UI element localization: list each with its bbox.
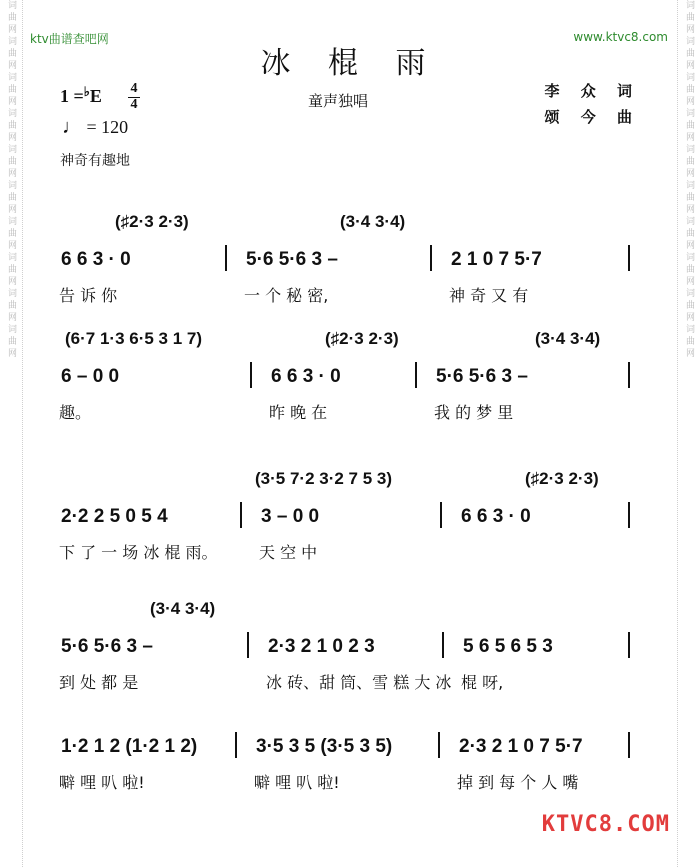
- tempo-value: = 120: [86, 117, 129, 137]
- time-signature-bottom: 4: [130, 97, 138, 112]
- measure: 2 1 0 7 5·7: [451, 249, 542, 270]
- right-side-border: 词曲网词曲网词曲网词曲网词曲网词曲网词曲网词曲网词曲网词曲网: [677, 0, 700, 867]
- accompaniment-figure: (♯2·3 2·3): [525, 469, 599, 488]
- lyric-line: 一 个 秘 密,: [244, 286, 329, 305]
- lyric-line: 神 奇 又 有: [449, 286, 529, 305]
- measure: 6 6 3 · 0: [461, 506, 531, 527]
- lyric-line: 噼 哩 叭 啦!: [254, 773, 340, 792]
- measure: 6 – 0 0: [61, 366, 120, 387]
- song-title: 冰 棍 雨: [260, 46, 440, 81]
- measure: 5·6 5·6 3 –: [246, 249, 338, 270]
- lyric-line: 天 空 中: [259, 543, 318, 562]
- lyric-line: 棍 呀,: [461, 673, 504, 692]
- lyricist-credit: 李 众 词: [544, 82, 640, 100]
- measure: 2·3 2 1 0 7 5·7: [459, 736, 583, 757]
- lyric-line: 昨 晚 在: [269, 403, 328, 422]
- lyric-line: 我 的 梦 里: [434, 403, 514, 422]
- accompaniment-figure: (6·7 1·3 6·5 3 1 7): [65, 329, 203, 348]
- lyric-line: 到 处 都 是: [59, 673, 139, 692]
- site-watermark: ktv曲谱查吧网: [30, 32, 109, 46]
- key-letter: E: [89, 86, 102, 106]
- accompaniment-figure: (♯2·3 2·3): [115, 212, 189, 231]
- lyric-line: 趣。: [59, 403, 92, 422]
- measure: 1·2 1 2 (1·2 1 2): [61, 736, 198, 757]
- quarter-note-icon: ♩: [62, 116, 82, 138]
- measure: 6 6 3 · 0: [61, 249, 131, 270]
- flat-sign: ♭: [83, 84, 90, 99]
- composer-credit: 颂 今 曲: [544, 108, 640, 126]
- lyric-line: 掉 到 每 个 人 嘴: [457, 773, 579, 792]
- measure: 5·6 5·6 3 –: [436, 366, 528, 387]
- measure: 2·2 2 5 0 5 4: [61, 506, 168, 527]
- lyric-line: 告 诉 你: [59, 286, 118, 305]
- site-url: www.ktvc8.com: [573, 30, 668, 44]
- left-side-border: 词曲网词曲网词曲网词曲网词曲网词曲网词曲网词曲网词曲网词曲网: [0, 0, 23, 867]
- key-label: 1 =: [60, 86, 84, 106]
- accompaniment-figure: (3·4 3·4): [150, 599, 216, 618]
- measure: 5·6 5·6 3 –: [61, 636, 153, 657]
- measure: 3 – 0 0: [261, 506, 320, 527]
- accompaniment-figure: (3·5 7·2 3·2 7 5 3): [255, 469, 393, 488]
- measure: 6 6 3 · 0: [271, 366, 341, 387]
- performance-type: 童声独唱: [308, 92, 369, 110]
- expression-marking: 神奇有趣地: [60, 153, 130, 169]
- time-signature-top: 4: [130, 81, 138, 96]
- lyric-line: 噼 哩 叭 啦!: [59, 773, 145, 792]
- accompaniment-figure: (3·4 3·4): [535, 329, 601, 348]
- measure: 5 6 5 6 5 3: [463, 636, 553, 657]
- measure: 3·5 3 5 (3·5 3 5): [256, 736, 393, 757]
- measure: 2·3 2 1 0 2 3: [268, 636, 375, 657]
- lyric-line: 下 了 一 场 冰 棍 雨。: [59, 543, 218, 562]
- accompaniment-figure: (3·4 3·4): [340, 212, 406, 231]
- lyric-line: 冰 砖、甜 筒、雪 糕 大 冰: [266, 673, 452, 692]
- accompaniment-figure: (♯2·3 2·3): [325, 329, 399, 348]
- ktvc8-logo: KTVC8.COM: [541, 812, 670, 837]
